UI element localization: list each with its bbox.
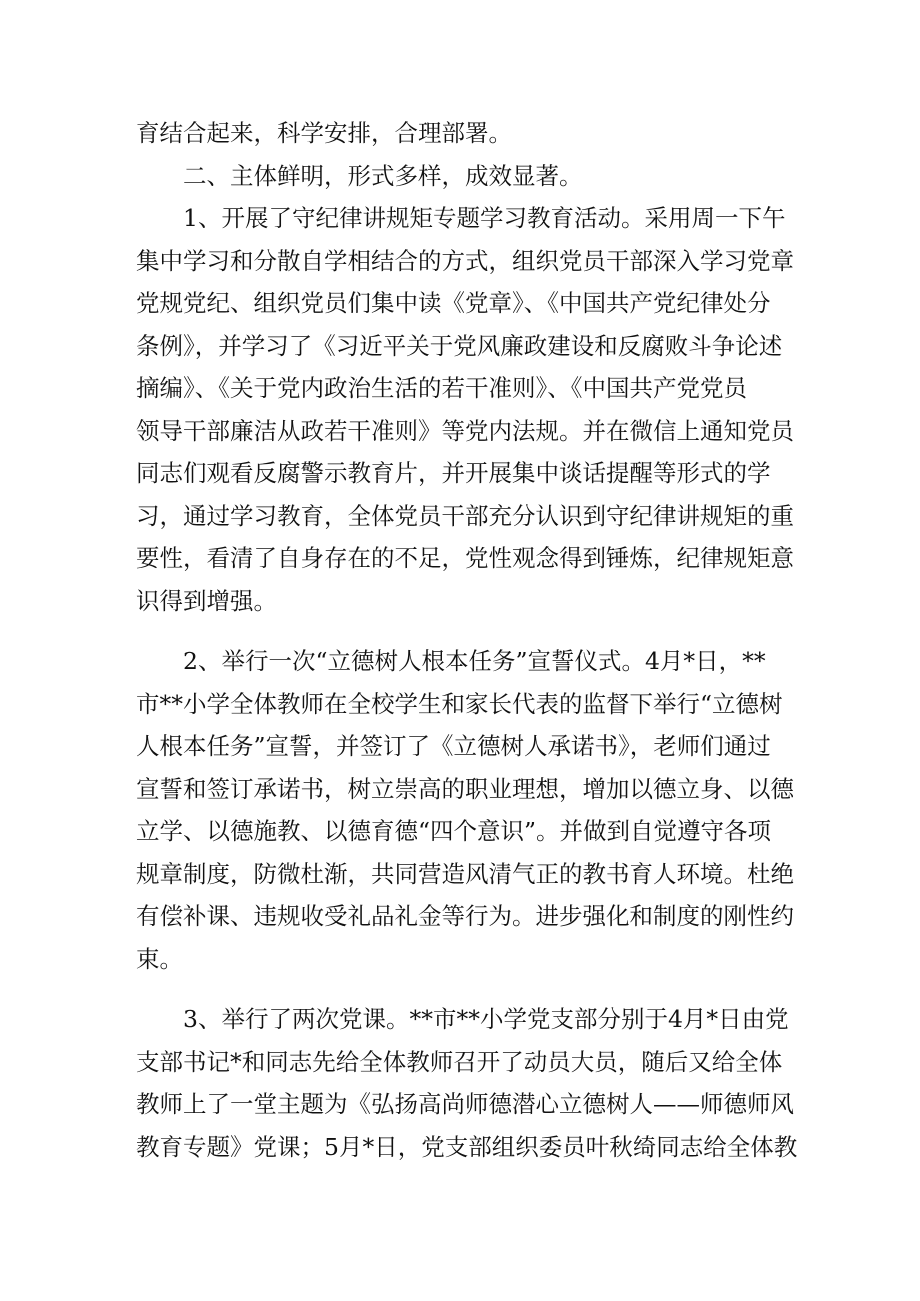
text-line: 识得到增强。 [136,586,277,615]
text-line: 2、举行一次“立德树人根本任务”宣誓仪式。4月*日，** [183,647,766,675]
paragraph-spacer [136,622,786,640]
paragraph [136,640,794,980]
text-line: 党规党纪、组织党员们集中读《党章》、《中国共产党纪律处分 [136,289,771,317]
paragraph [136,197,794,622]
text-line: 领导干部廉洁从政若干准则》等党内法规。并在微信上通知党员 [136,416,794,445]
text-line: 1、开展了守纪律讲规矩专题学习教育活动。采用周一下午 [183,204,786,232]
paragraph [136,112,786,155]
text-line: 习，通过学习教育，全体党员干部充分认识到守纪律讲规矩的重 [136,501,794,530]
text-line: 宣誓和签订承诺书，树立崇高的职业理想，增加以德立身、以德 [136,774,794,803]
text-line: 摘编》、《关于党内政治生活的若干准则》、《中国共产党党员 [136,374,747,402]
text-line: 市**小学全体教师在全校学生和家长代表的监督下举行“立德树 [136,689,783,718]
text-line: 立学、以德施教、以德育德“四个意识”。并做到自觉遵守各项 [136,817,772,845]
text-line: 要性，看清了自身存在的不足，党性观念得到锤炼，纪律规矩意 [136,544,794,572]
text-line: 束。 [136,944,183,973]
document-body [136,112,798,1168]
text-line: 教育专题》党课；5月*日，党支部组织委员叶秋绮同志给全体教 [136,1132,798,1161]
text-line: 条例》，并学习了《习近平关于党风廉政建设和反腐败斗争论述 [136,331,783,360]
text-line: 人根本任务”宣誓，并签订了《立德树人承诺书》，老师们通过 [136,732,771,760]
section-heading [136,155,786,198]
paragraph [136,998,798,1168]
text-line: 3、举行了两次党课。**市**小学党支部分别于4月*日由党 [183,1005,789,1033]
text-line: 支部书记*和同志先给全体教师召开了动员大员，随后又给全体 [136,1047,783,1076]
heading-line: 二、主体鲜明，形式多样，成效显著。 [183,161,583,190]
text-line: 育结合起来，科学安排，合理部署。 [136,119,512,147]
text-line: 同志们观看反腐警示教育片，并开展集中谈话提醒等形式的学 [136,459,771,487]
text-line: 有偿补课、违规收受礼品礼金等行为。进步强化和制度的刚性约 [136,902,794,930]
text-line: 集中学习和分散自学相结合的方式，组织党员干部深入学习党章 [136,246,794,275]
text-line: 教师上了一堂主题为《弘扬高尚师德潜心立德树人——师德师风 [136,1090,794,1118]
text-line: 规章制度，防微杜渐，共同营造风清气正的教书育人环境。杜绝 [136,859,794,888]
paragraph-spacer [136,980,786,998]
